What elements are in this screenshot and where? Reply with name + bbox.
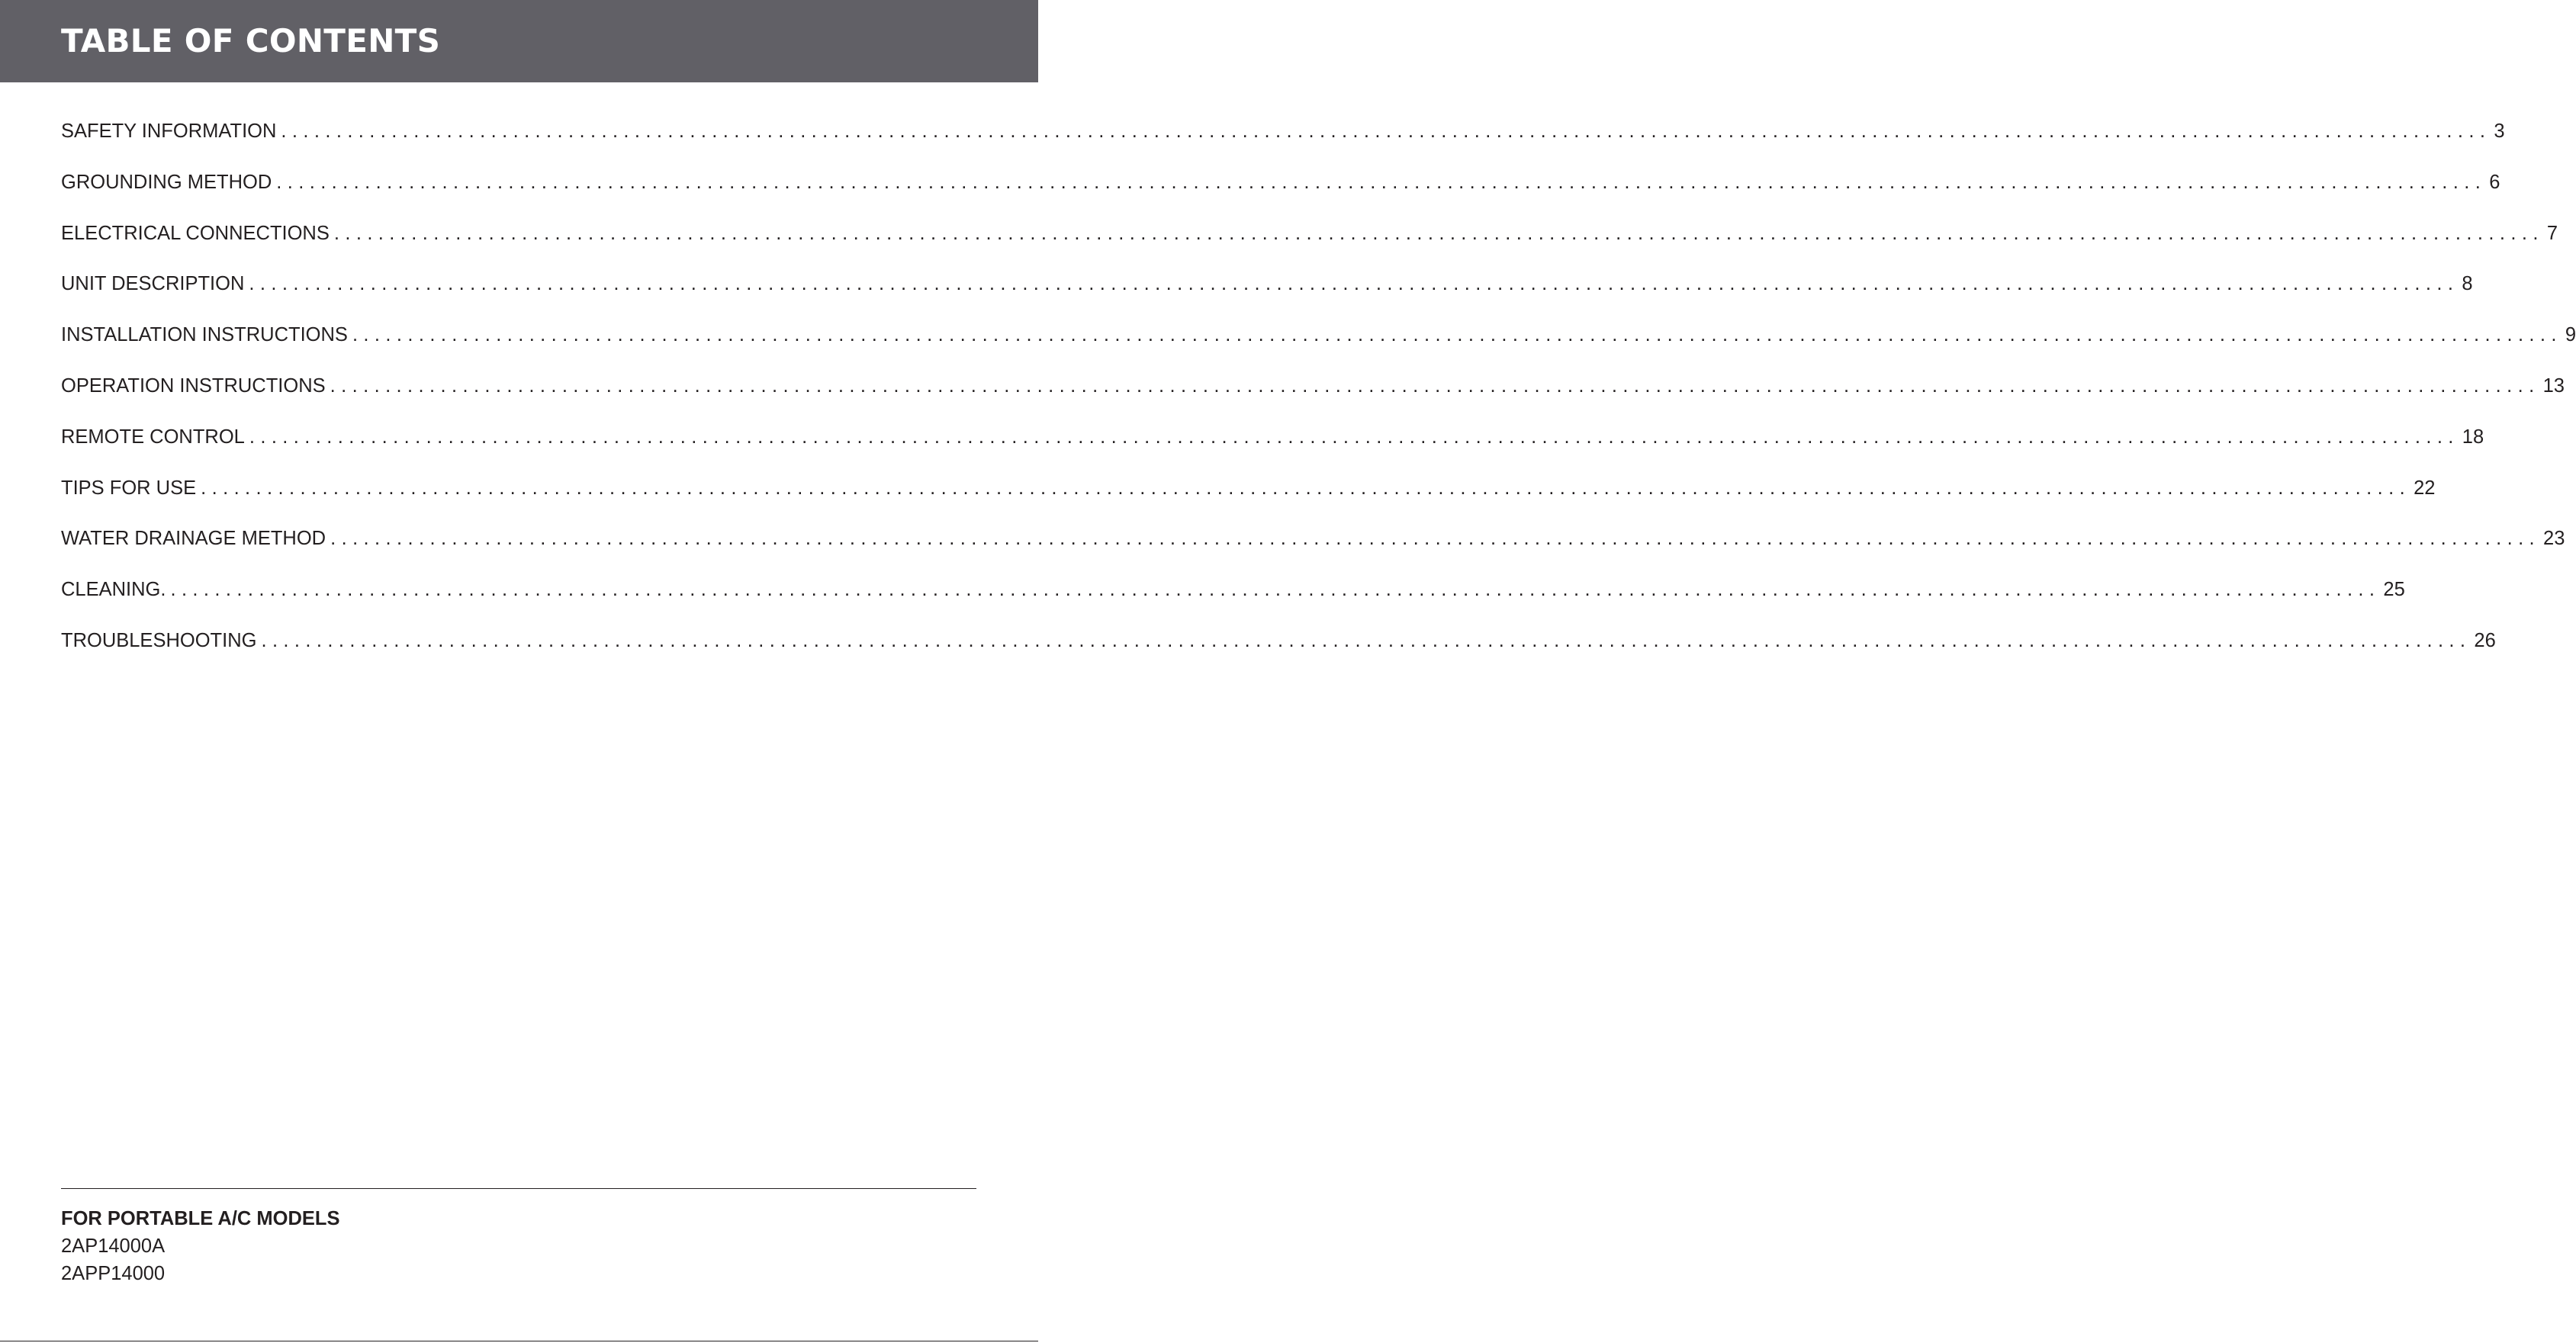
toc-entry-operation-instructions[interactable] <box>61 369 2565 420</box>
model-number: 2APP14000 <box>61 1263 166 1284</box>
toc-entry-page-number: 18 <box>2462 426 2484 448</box>
toc-entry-page-number: 7 <box>2546 222 2558 244</box>
toc-entry-label: OPERATION INSTRUCTIONS <box>61 374 326 397</box>
toc-entry-label: TIPS FOR USE <box>61 477 197 499</box>
toc-entry-label: ELECTRICAL CONNECTIONS <box>61 222 330 244</box>
model-number: 2AP14000A <box>61 1235 166 1257</box>
dot-leader: ........................................................................................................................................................................................................ <box>330 374 2540 397</box>
toc-entry-page-number: 22 <box>2414 477 2436 499</box>
dot-leader: ........................................................................................................................................................................................................ <box>333 222 2544 244</box>
toc-entry-label: UNIT DESCRIPTION <box>61 273 245 295</box>
dot-leader: ........................................................................................................................................................................................................ <box>276 171 2487 193</box>
toc-entry-page-number: 9 <box>2565 324 2576 346</box>
toc-entry-label: REMOTE CONTROL <box>61 426 245 448</box>
toc-entry-troubleshooting[interactable] <box>61 624 2496 675</box>
toc-entry-cleaning[interactable] <box>61 573 2405 624</box>
dot-leader: ........................................................................................................................................................................................................ <box>261 629 2471 651</box>
toc-entry-label: SAFETY INFORMATION <box>61 120 277 142</box>
toc-entry-label: INSTALLATION INSTRUCTIONS <box>61 324 348 346</box>
toc-entry-label: CLEANING. <box>61 579 166 601</box>
toc-entry-label: TROUBLESHOOTING <box>61 629 257 651</box>
toc-entry-safety-information[interactable] <box>61 114 2505 165</box>
toc-entry-page-number: 23 <box>2543 528 2565 550</box>
toc-entry-electrical-connections[interactable] <box>61 217 2558 268</box>
toc-entry-installation-instructions[interactable] <box>61 318 2576 369</box>
dot-leader: ........................................................................................................................................................................................................ <box>249 426 2459 448</box>
dot-leader: ........................................................................................................................................................................................................ <box>281 120 2491 142</box>
toc-entry-water-drainage-method[interactable] <box>61 522 2565 573</box>
footer-divider <box>61 1188 976 1189</box>
toc-entry-page-number: 6 <box>2489 171 2500 193</box>
toc-entry-tips-for-use[interactable] <box>61 471 2436 522</box>
page-title: TABLE OF CONTENTS <box>61 22 441 59</box>
toc-entry-page-number: 8 <box>2462 273 2473 295</box>
toc-entry-unit-description[interactable] <box>61 267 2473 318</box>
footer-heading: FOR PORTABLE A/C MODELS <box>61 1208 340 1229</box>
dot-leader: ........................................................................................................................................................................................................ <box>170 579 2381 601</box>
header-band <box>0 0 1038 82</box>
dot-leader: ........................................................................................................................................................................................................ <box>201 477 2411 499</box>
toc-entry-page-number: 26 <box>2474 629 2496 651</box>
toc-entry-label: GROUNDING METHOD <box>61 171 272 193</box>
toc-entry-page-number: 3 <box>2494 120 2505 142</box>
table-of-contents <box>61 114 2576 675</box>
toc-entry-page-number: 25 <box>2383 579 2405 601</box>
toc-entry-grounding-method[interactable] <box>61 165 2500 217</box>
dot-leader: ........................................................................................................................................................................................................ <box>330 528 2541 550</box>
toc-entry-remote-control[interactable] <box>61 420 2484 471</box>
dot-leader: ........................................................................................................................................................................................................ <box>352 324 2562 346</box>
toc-entry-label: WATER DRAINAGE METHOD <box>61 528 326 550</box>
dot-leader: ........................................................................................................................................................................................................ <box>249 273 2459 295</box>
toc-entry-page-number: 13 <box>2542 374 2565 397</box>
